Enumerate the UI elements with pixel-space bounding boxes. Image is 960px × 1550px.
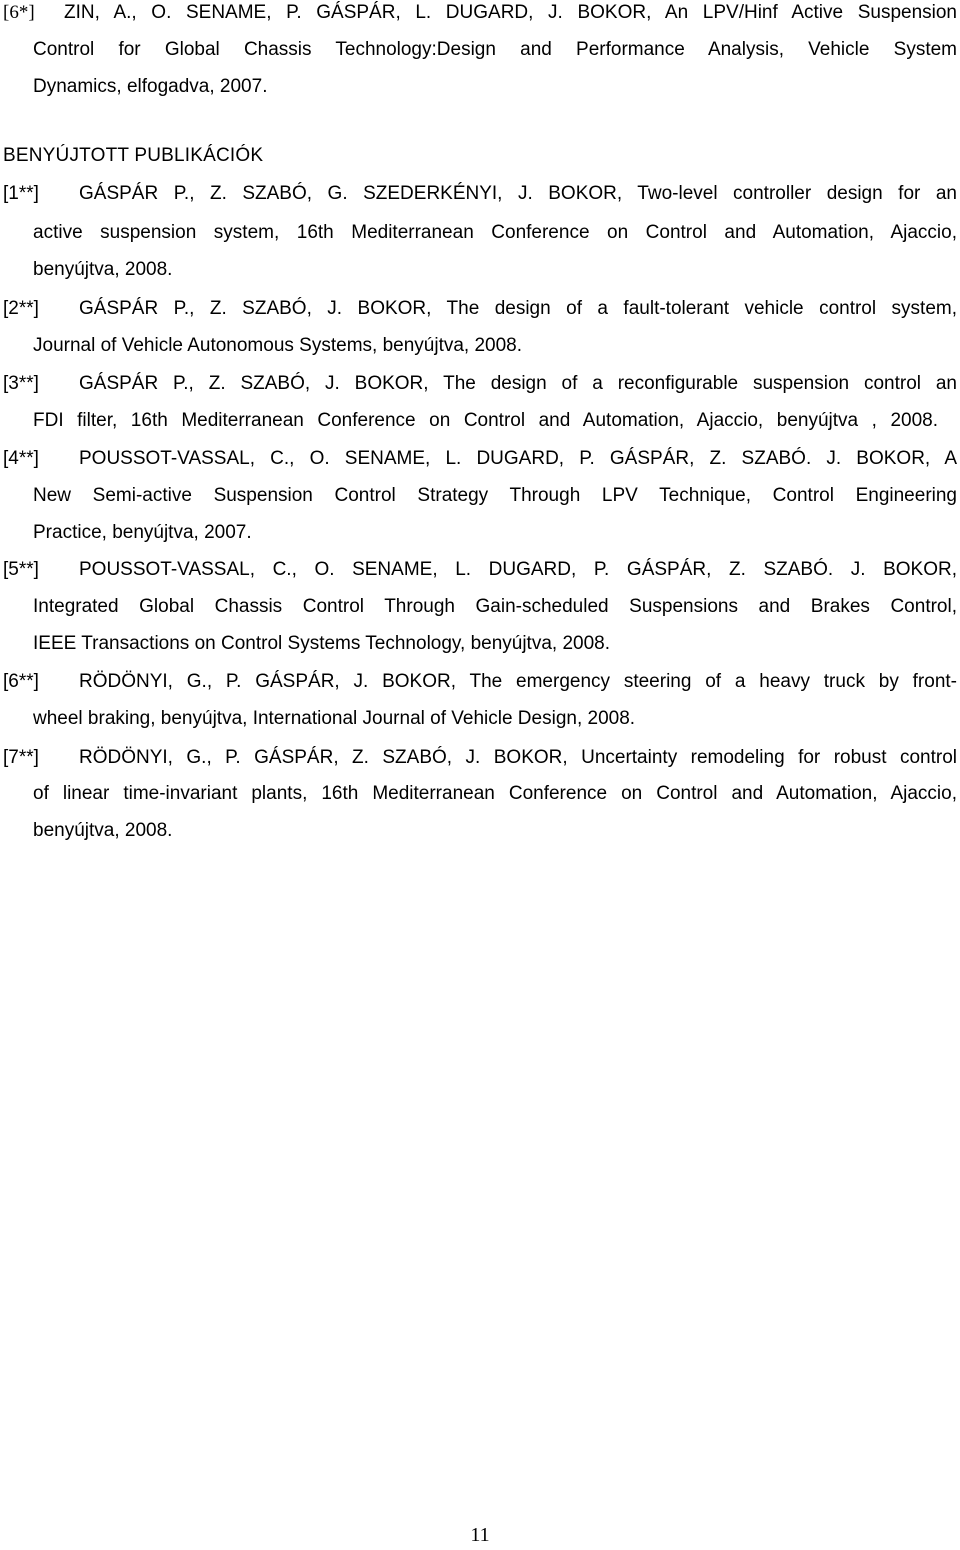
reference-text-line: GÁSPÁR P., Z. SZABÓ, G. SZEDERKÉNYI, J. BOKOR, Two-level controller design for an bbox=[79, 183, 957, 204]
reference-text-line: of linear time-invariant plants, 16th Mediterranean Conference on Control and Automation, Ajaccio, bbox=[33, 783, 957, 804]
reference-text-line: benyújtva, 2008. bbox=[33, 259, 173, 280]
page-number: 11 bbox=[470, 1524, 490, 1546]
reference-label: [6*] bbox=[3, 2, 35, 23]
reference-label: [2**] bbox=[3, 298, 39, 319]
reference-label: [6**] bbox=[3, 671, 39, 692]
reference-text-line: GÁSPÁR P., Z. SZABÓ, J. BOKOR, The design of a reconfigurable suspension control an bbox=[79, 373, 957, 394]
reference-label: [3**] bbox=[3, 373, 39, 394]
reference-text-line: FDI filter, 16th Mediterranean Conference on Control and Automation, Ajaccio, benyújtva , 2008. bbox=[33, 410, 938, 431]
reference-text-line: ZIN, A., O. SENAME, P. GÁSPÁR, L. DUGARD, J. BOKOR, An LPV/Hinf Active Suspension bbox=[64, 2, 957, 23]
reference-text-line: wheel braking, benyújtva, International Journal of Vehicle Design, 2008. bbox=[33, 708, 636, 729]
reference-text-line: GÁSPÁR P., Z. SZABÓ, J. BOKOR, The design of a fault-tolerant vehicle control system, bbox=[79, 298, 957, 319]
reference-label: [7**] bbox=[3, 747, 39, 768]
reference-text-line: IEEE Transactions on Control Systems Technology, benyújtva, 2008. bbox=[33, 633, 611, 654]
reference-text-line: Practice, benyújtva, 2007. bbox=[33, 522, 252, 543]
reference-text-line: Journal of Vehicle Autonomous Systems, benyújtva, 2008. bbox=[33, 335, 523, 356]
section-heading: BENYÚJTOTT PUBLIKÁCIÓK bbox=[3, 145, 264, 166]
reference-text-line: benyújtva, 2008. bbox=[33, 820, 173, 841]
reference-label: [1**] bbox=[3, 183, 39, 204]
reference-text-line: POUSSOT-VASSAL, C., O. SENAME, L. DUGARD, P. GÁSPÁR, Z. SZABÓ. J. BOKOR, A bbox=[79, 448, 957, 469]
reference-text-line: RÖDÖNYI, G., P. GÁSPÁR, Z. SZABÓ, J. BOKOR, Uncertainty remodeling for robust control bbox=[79, 747, 957, 768]
reference-text-line: Dynamics, elfogadva, 2007. bbox=[33, 76, 268, 97]
reference-text-line: New Semi-active Suspension Control Strategy Through LPV Technique, Control Engineering bbox=[33, 485, 957, 506]
reference-label: [5**] bbox=[3, 559, 39, 580]
reference-text-line: active suspension system, 16th Mediterranean Conference on Control and Automation, Ajaccio, bbox=[33, 222, 957, 243]
reference-text-line: Control for Global Chassis Technology:Design and Performance Analysis, Vehicle System bbox=[33, 39, 957, 60]
reference-text-line: RÖDÖNYI, G., P. GÁSPÁR, J. BOKOR, The emergency steering of a heavy truck by front- bbox=[79, 671, 957, 692]
reference-text-line: POUSSOT-VASSAL, C., O. SENAME, L. DUGARD, P. GÁSPÁR, Z. SZABÓ. J. BOKOR, bbox=[79, 559, 957, 580]
reference-text-line: Integrated Global Chassis Control Through Gain-scheduled Suspensions and Brakes Control, bbox=[33, 596, 957, 617]
reference-label: [4**] bbox=[3, 448, 39, 469]
